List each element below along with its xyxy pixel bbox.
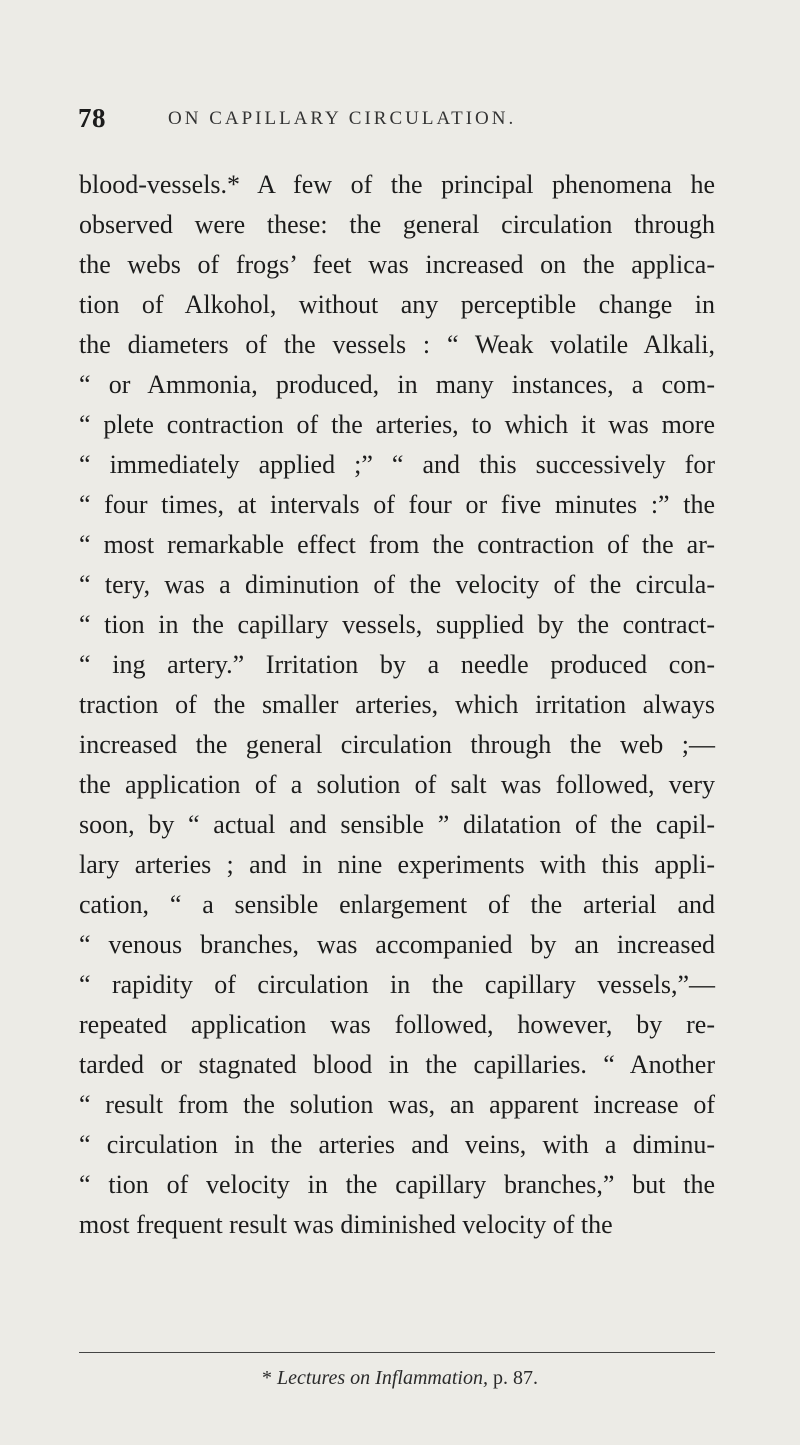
body-text [79, 165, 715, 1245]
text-line: traction of the smaller arteries, which irritation always [79, 690, 715, 719]
page-number: 78 [78, 103, 106, 133]
text-line: the diameters of the vessels : “ Weak volatile Alkali, [79, 330, 715, 359]
text-line: “ rapidity of circulation in the capillary vessels,”— [79, 970, 715, 999]
text-line: blood-vessels.* A few of the principal phenomena he [79, 170, 715, 199]
text-line: tarded or stagnated blood in the capillaries. “ Another [79, 1050, 715, 1079]
text-line: “ tion of velocity in the capillary branches,” but the [79, 1170, 715, 1199]
text-line: increased the general circulation through the web ;— [79, 730, 715, 759]
text-line: “ tery, was a diminution of the velocity of the circula- [79, 570, 715, 599]
text-line: “ immediately applied ;” “ and this successively for [79, 450, 715, 479]
footnote-marker: * [262, 1367, 273, 1389]
text-line: repeated application was followed, however, by re- [79, 1010, 715, 1039]
text-line: “ result from the solution was, an apparent increase of [79, 1090, 715, 1119]
text-line: “ ing artery.” Irritation by a needle produced con- [79, 650, 715, 679]
running-head [78, 103, 718, 137]
footnote-title: Lectures on Inflammation, [277, 1367, 488, 1389]
text-line: cation, “ a sensible enlargement of the arterial and [79, 890, 715, 919]
footnote-page-ref: p. 87. [492, 1367, 538, 1389]
text-line: most frequent result was diminished velocity of the [79, 1210, 613, 1239]
running-title: ON CAPILLARY CIRCULATION. [168, 108, 517, 129]
text-line: “ tion in the capillary vessels, supplied by the contract- [79, 610, 715, 639]
text-line: the webs of frogs’ feet was increased on the applica- [79, 250, 715, 279]
text-line: lary arteries ; and in nine experiments with this appli- [79, 850, 715, 879]
footnote-divider [79, 1352, 715, 1353]
text-line: observed were these: the general circulation through [79, 210, 715, 239]
text-line: “ or Ammonia, produced, in many instances, a com- [79, 370, 715, 399]
text-line: “ plete contraction of the arteries, to which it was more [79, 410, 715, 439]
text-line: the application of a solution of salt was followed, very [79, 770, 715, 799]
text-line: “ four times, at intervals of four or five minutes :” the [79, 490, 715, 519]
text-line: soon, by “ actual and sensible ” dilatation of the capil- [79, 810, 715, 839]
text-line: tion of Alkohol, without any perceptible change in [79, 290, 715, 319]
text-line: “ venous branches, was accompanied by an increased [79, 930, 715, 959]
text-line: “ circulation in the arteries and veins, with a diminu- [79, 1130, 715, 1159]
text-line: “ most remarkable effect from the contraction of the ar- [79, 530, 715, 559]
footnote [0, 1367, 800, 1390]
